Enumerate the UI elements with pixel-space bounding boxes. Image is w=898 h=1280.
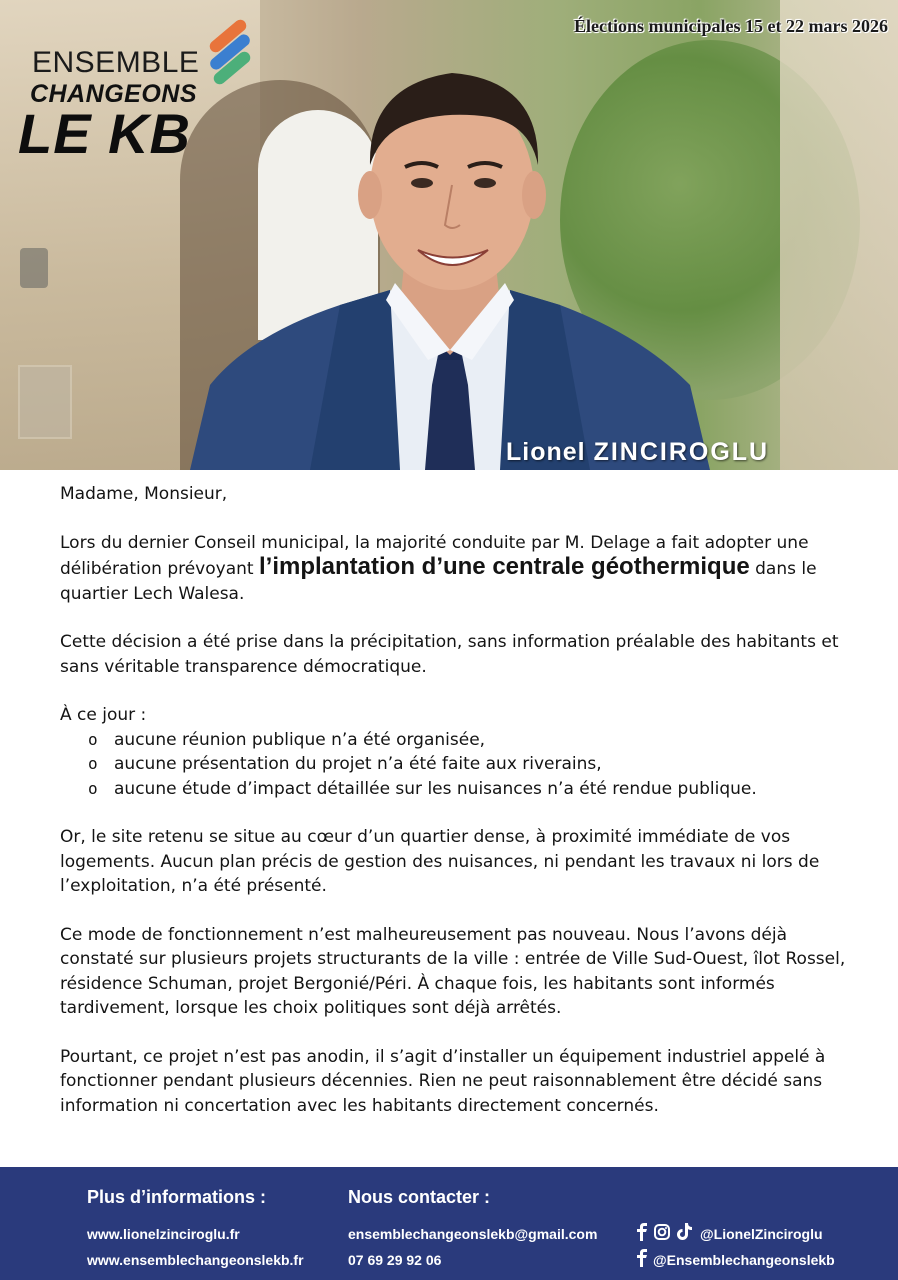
list-item: o aucune étude d’impact détaillée sur les nuisances n’a été rendue publique. — [88, 777, 850, 802]
letter-greeting: Madame, Monsieur, — [60, 484, 228, 504]
info-heading: Plus d’informations : — [87, 1187, 267, 1207]
candidate-last-name: ZINCIROGLU — [593, 438, 770, 466]
phone-number[interactable]: 07 69 29 92 06 — [348, 1252, 442, 1268]
letter-paragraph-3: Or, le site retenu se situe au cœur d’un quartier dense, à proximité immédiate de vos logements. Aucun plan précis de gestion des nuisances, ni pendant les travaux ni lors de l’exploitation, n’a été présenté. — [60, 827, 820, 896]
list-intro: À ce jour : — [60, 705, 147, 725]
election-dates-banner: Élections municipales 15 et 22 mars 2026 — [574, 16, 888, 36]
paragraph-1-start: Lors du dernier Conseil municipal, la majorité conduite par M. Delage a fait adopter une délibération prévoyant — [60, 532, 809, 579]
facebook-icon[interactable] — [636, 1249, 648, 1272]
candidate-name — [506, 438, 769, 467]
logo-text-ensemble: ENSEMBLE — [32, 46, 200, 79]
candidate-first-name: Lionel — [506, 438, 586, 466]
letter-paragraph-5: Pourtant, ce projet n’est pas anodin, il s’agit d’installer un équipement industriel appelé à fonctionner pendant plusieurs décennies. Rien ne peut raisonnablement être décidé sans information ni concertation avec les habitants directement concernés. — [60, 1046, 826, 1116]
paragraph-1-end: dans le quartier Lech Walesa. — [60, 559, 817, 604]
letter-paragraph-4: Ce mode de fonctionnement n’est malheureusement pas nouveau. Nous l’avons déjà constaté sur plusieurs projets structurants de la ville : entrée de Ville Sud-Ouest, îlot Rossel, résidence Schuman, projet Bergonié/Péri. À chaque fois, les habitants sont informés tardivement, lorsque les choix politiques sont déjà arrêtés. — [60, 924, 846, 1018]
hero-photo — [0, 0, 898, 470]
tiktok-icon[interactable] — [677, 1223, 692, 1245]
background-window — [18, 365, 72, 439]
letter-body — [60, 482, 850, 1142]
logo-text-changeons: CHANGEONS — [30, 80, 198, 108]
list-item: o aucune présentation du projet n’a été faite aux riverains, — [88, 752, 850, 777]
logo-bars-icon — [200, 18, 260, 88]
background-lamp — [20, 248, 48, 288]
facebook-icon[interactable] — [636, 1223, 648, 1246]
website-link-2[interactable]: www.ensemblechangeonslekb.fr — [87, 1252, 304, 1268]
bullet-list — [60, 728, 850, 802]
logo-text-le-kb: LE KB — [18, 102, 191, 165]
email-link[interactable]: ensemblechangeonslekb@gmail.com — [348, 1226, 598, 1242]
letter-paragraph-1 — [60, 531, 850, 607]
list-item: o aucune réunion publique n’a été organisée, — [88, 728, 850, 753]
letter-paragraph-2: Cette décision a été prise dans la précipitation, sans information préalable des habitants et sans véritable transparence démocratique. — [60, 632, 839, 677]
website-link-1[interactable]: www.lionelzinciroglu.fr — [87, 1226, 240, 1242]
background-wall-right — [780, 0, 898, 470]
social-handle-2[interactable]: @Ensemblechangeonslekb — [653, 1252, 835, 1268]
campaign-logo — [18, 18, 258, 163]
footer-contact-band — [0, 1167, 898, 1280]
contact-heading: Nous contacter : — [348, 1187, 491, 1207]
paragraph-1-highlight: l’implantation d’une centrale géothermique — [258, 553, 750, 580]
instagram-icon[interactable] — [654, 1224, 670, 1245]
candidate-portrait — [190, 55, 710, 470]
social-handle-1[interactable]: @LionelZinciroglu — [700, 1226, 823, 1242]
